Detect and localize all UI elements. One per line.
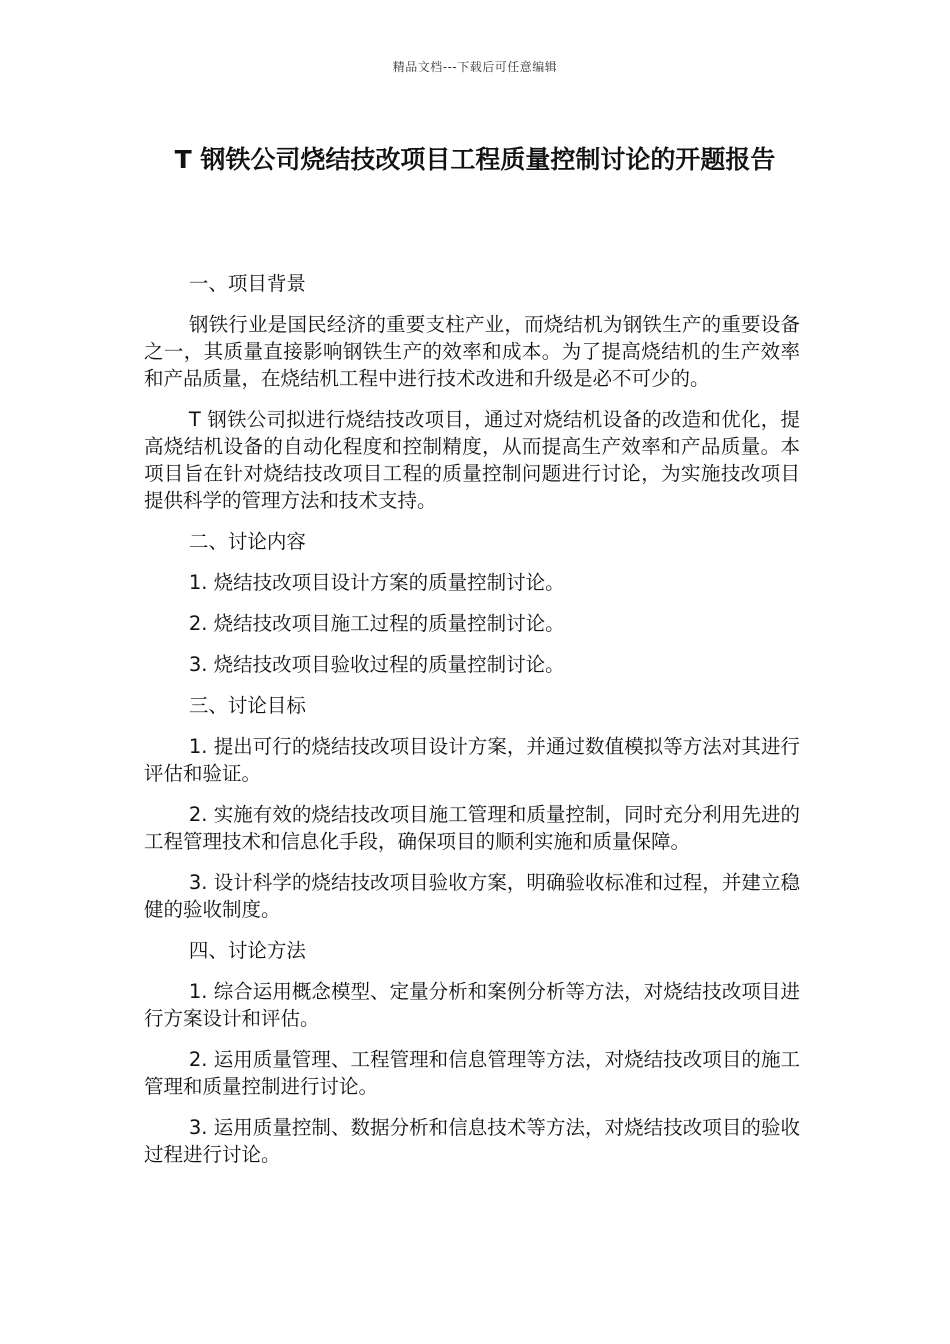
body-paragraph: T 钢铁公司拟进行烧结技改项目，通过对烧结机设备的改造和优化，提高烧结机设备的自动化程度和控制精度，从而提高生产效率和产品质量。本项目旨在针对烧结技改项目工程的质量控制问题进行讨论，为实施技改项目提供科学的管理方法和技术支持。 xyxy=(144,408,800,512)
page-header-note: 精品文档---下载后可任意编辑 xyxy=(392,60,558,74)
section-discussion-goals xyxy=(144,692,800,923)
list-item: 1. 综合运用概念模型、定量分析和案例分析等方法，对烧结技改项目进行方案设计和评估。 xyxy=(144,980,800,1030)
section-discussion-content xyxy=(144,528,800,678)
body-paragraph: 钢铁行业是国民经济的重要支柱产业，而烧结机为钢铁生产的重要设备之一，其质量直接影响钢铁生产的效率和成本。为了提高烧结机的生产效率和产品质量，在烧结机工程中进行技术改进和升级是必不可少的。 xyxy=(144,313,800,390)
list-item: 3. 设计科学的烧结技改项目验收方案，明确验收标准和过程，并建立稳健的验收制度。 xyxy=(144,871,800,921)
section-discussion-methods xyxy=(144,937,800,1168)
document-body xyxy=(144,270,800,1182)
list-item: 3. 烧结技改项目验收过程的质量控制讨论。 xyxy=(188,653,565,676)
section-heading: 二、讨论内容 xyxy=(188,530,306,553)
list-item: 2. 实施有效的烧结技改项目施工管理和质量控制，同时充分利用先进的工程管理技术和信息化手段，确保项目的顺利实施和质量保障。 xyxy=(144,803,800,853)
list-item: 1. 提出可行的烧结技改项目设计方案，并通过数值模拟等方法对其进行评估和验证。 xyxy=(144,735,800,785)
section-heading: 一、项目背景 xyxy=(188,272,306,295)
section-heading: 三、讨论目标 xyxy=(188,694,306,717)
section-background xyxy=(144,270,800,514)
document-title: T 钢铁公司烧结技改项目工程质量控制讨论的开题报告 xyxy=(174,145,776,174)
list-item: 3. 运用质量控制、数据分析和信息技术等方法，对烧结技改项目的验收过程进行讨论。 xyxy=(144,1116,800,1166)
list-item: 2. 烧结技改项目施工过程的质量控制讨论。 xyxy=(188,612,565,635)
list-item: 2. 运用质量管理、工程管理和信息管理等方法，对烧结技改项目的施工管理和质量控制进行讨论。 xyxy=(144,1048,800,1098)
section-heading: 四、讨论方法 xyxy=(188,939,306,962)
list-item: 1. 烧结技改项目设计方案的质量控制讨论。 xyxy=(188,571,565,594)
